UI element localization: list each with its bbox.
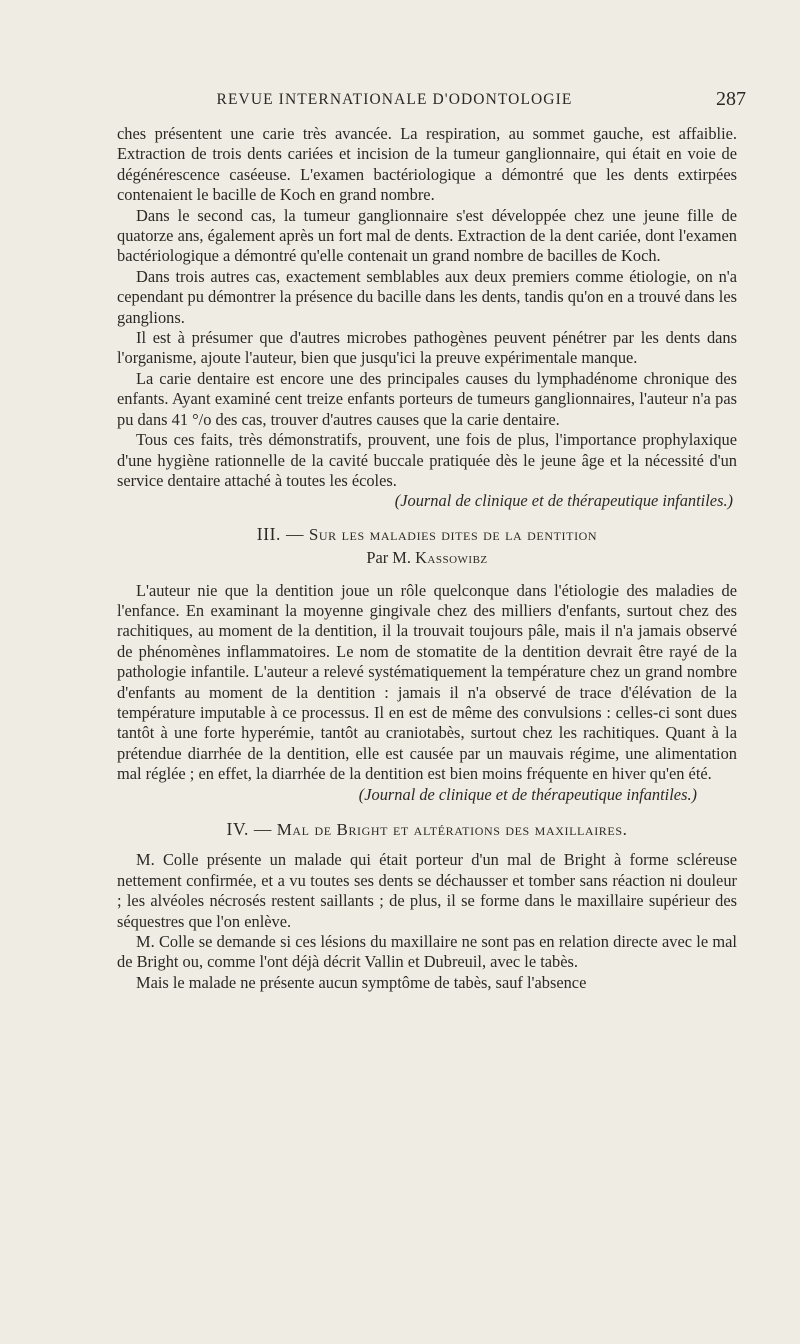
citation: (Journal de clinique et de thérapeutique infantiles.) <box>358 784 697 804</box>
running-head: REVUE INTERNATIONALE D'ODONTOLOGIE <box>216 91 573 108</box>
paragraph: Dans le second cas, la tumeur ganglionnaire s'est développée chez une jeune fille de quatorze ans, également après un fort mal de dents. Extraction de la dent cariée, dont l'examen bactériologique a démontré qu'elle contenait un grand nombre de bacilles de Koch. <box>117 205 737 266</box>
paragraph: M. Colle se demande si ces lésions du maxillaire ne sont pas en relation directe avec le mal de Bright ou, comme l'ont déjà décrit Vallin et Dubreuil, avec le tabès. <box>117 932 737 972</box>
paragraph: La carie dentaire est encore une des principales causes du lymphadénome chronique des enfants. Ayant examiné cent treize enfants porteurs de tumeurs ganglionnaires, l'auteur n'a pas pu dans 41 °/o des cas, trouver d'autres causes que la carie dentaire. <box>117 368 737 429</box>
section-heading-iii <box>117 524 737 545</box>
paragraph: Dans trois autres cas, exactement semblables aux deux premiers comme étiologie, on n'a cependant pu démontrer la présence du bacille dans les dents, tandis qu'on en a trouvé dans les ganglions. <box>117 266 737 327</box>
section-number: IV. — <box>226 819 272 839</box>
section-title: Sur les maladies dites de la dentition <box>308 524 598 544</box>
paragraph: L'auteur nie que la dentition joue un rôle quelconque dans l'étiologie des maladies de l'enfance. En examinant la moyenne gingivale chez des milliers d'enfants, surtout chez des rachitiques, au moment de la dentition, il la trouvait toujours pâle, mais il n'a jamais observé de phénomènes inflammatoires. Le nom de stomatite de la dentition devrait être rayé de la pathologie infantile. L'auteur a relevé systématiquement la température chez un grand nombre d'enfants au moment de la dentition : jamais il n'a observé de trace d'élévation de la température imputable à ce processus. Il en est de même des convulsions : celles-ci sont dues tantôt à une forte hyperémie, tantôt au craniotabès, surtout chez les rachitiques. Quant à la prétendue diarrhée de la dentition, elle est causée par un mauvais régime, une alimentation mal réglée ; en effet, la diarrhée de la dentition est bien moins fréquente en hiver qu'en été. <box>117 580 737 784</box>
section-heading-iv <box>117 819 737 840</box>
paragraph: M. Colle présente un malade qui était porteur d'un mal de Bright à forme scléreuse nettement confirmée, et a vu toutes ses dents se déchausser et tomber sans réaction ni douleur ; les alvéoles nécrosés restent saillants ; de plus, il se forme dans le maxillaire supérieur des séquestres que l'on enlève. <box>117 850 737 931</box>
page-header <box>117 88 748 114</box>
paragraph: ches présentent une carie très avancée. La respiration, au sommet gauche, est affaiblie. Extraction de trois dents cariées et incision de la tumeur ganglionnaire, qui était en voie de dégénérescence caséeuse. L'examen bactériologique a démontré que les dents extirpées contenaient le bacille de Koch en grand nombre. <box>117 124 737 205</box>
page-number: 287 <box>716 88 746 110</box>
section-number: III. — <box>256 523 305 544</box>
citation: (Journal de clinique et de thérapeutique infantiles.) <box>394 491 733 511</box>
section-title: Mal de Bright et altérations des maxillaires. <box>276 820 628 839</box>
byline-prefix: Par M. <box>366 548 411 568</box>
byline <box>117 548 737 568</box>
paragraph: Il est à présumer que d'autres microbes pathogènes peuvent pénétrer par les dents dans l'organisme, ajoute l'auteur, bien que jusqu'ici la preuve expérimentale manque. <box>117 328 737 368</box>
author-name: Kassowibz <box>415 548 488 568</box>
body-text <box>117 124 737 993</box>
paragraph: Tous ces faits, très démonstratifs, prouvent, une fois de plus, l'importance prophylaxique d'une hygiène rationnelle de la cavité buccale pratiquée dès le jeune âge et la nécessité d'un service dentaire attaché à toutes les écoles. <box>117 430 737 490</box>
paragraph: Mais le malade ne présente aucun symptôme de tabès, sauf l'absence <box>136 972 587 992</box>
